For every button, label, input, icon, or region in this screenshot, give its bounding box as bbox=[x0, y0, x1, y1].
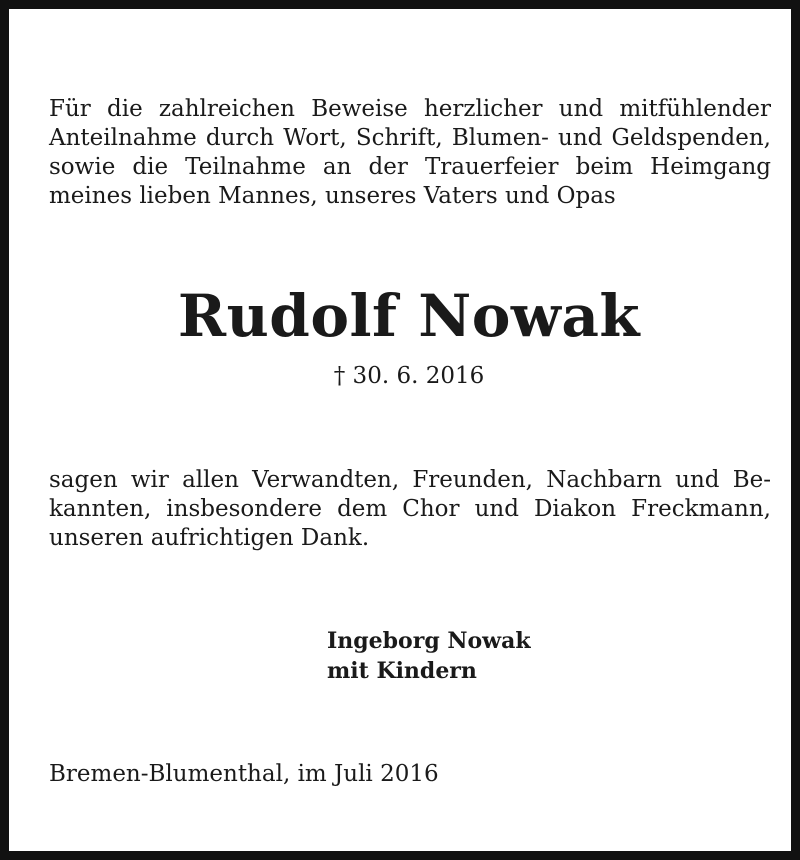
signature-name: Ingeborg Nowak bbox=[327, 628, 531, 654]
thanks-line-3: unseren aufrichtigen Dank. bbox=[49, 525, 370, 551]
intro-line-2: Anteilnahme durch Wort, Schrift, Blumen- und Geldspenden, bbox=[49, 125, 771, 151]
thanks-line-1: sagen wir allen Verwandten, Freunden, Nachbarn und Be- bbox=[49, 467, 771, 493]
signature-family: mit Kindern bbox=[327, 658, 477, 684]
intro-line-3: sowie die Teilnahme an der Trauerfeier beim Heimgang bbox=[49, 154, 771, 180]
signature bbox=[327, 626, 531, 686]
thanks-line-2: kannten, insbesondere dem Chor und Diakon Freckmann, bbox=[49, 496, 771, 522]
deceased-name: Rudolf Nowak bbox=[177, 282, 641, 350]
intro-paragraph bbox=[49, 95, 771, 211]
thanks-paragraph bbox=[49, 466, 771, 553]
death-date: † 30. 6. 2016 bbox=[333, 363, 485, 389]
place-and-date: Bremen-Blumenthal, im Juli 2016 bbox=[49, 761, 439, 787]
intro-line-4: meines lieben Mannes, unseres Vaters und Opas bbox=[49, 183, 616, 209]
intro-line-1: Für die zahlreichen Beweise herzlicher und mitfühlender bbox=[49, 96, 771, 122]
